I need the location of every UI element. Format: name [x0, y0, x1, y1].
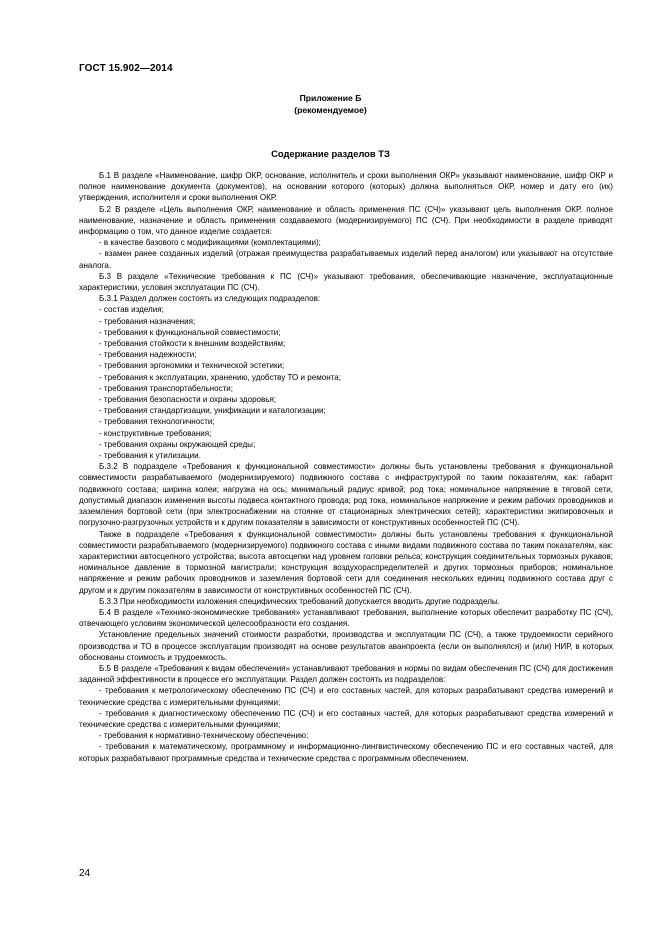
- list-item: - требования безопасности и охраны здоровья;: [99, 395, 277, 405]
- list-item: - требования надежности;: [99, 350, 197, 360]
- document-body: [79, 170, 613, 764]
- paragraph-b1: Б.1 В разделе «Наименование, шифр ОКР, основание, исполнитель и сроки выполнения ОКР» указывают наименование, шифр ОКР и полное наименование документа (документов), на основании которого (которых) должна выполняться ОКР, номер и дату его (их) утверждения, исполнителя и сроки выполнения ОКР.: [79, 171, 613, 203]
- paragraph-b3-2-also: Также в подразделе «Требования к функциональной совместимости» должны быть установлены требования к функциональной совместимости разрабатываемого (модернизируемого) подвижного состава с иными видами подвижного состава по таким показателям, как: характеристики автосцепного устройства; высота автосцепки над уровнем головки рельса; конструкция соединительных тормозных рукавов; номинальное давление в тормозной магистрали; конструкция воздухораспределителей и других тормозных приборов; номинальное напряжение и режим рабочих проводников и заземления бортовой сети для соединения нескольких единиц подвижного состава друг с другом и к другим показателям в зависимости от конструктивных особенностей ПС (СЧ).: [79, 529, 613, 595]
- list-item: - требования к нормативно-техническому обеспечению;: [99, 731, 309, 741]
- list-item: - требования эргономики и технической эстетики;: [99, 361, 285, 371]
- list-item: - в качестве базового с модификациями (комплектациями);: [99, 238, 321, 248]
- list-item: - требования к эксплуатации, хранению, удобству ТО и ремонта;: [99, 372, 341, 382]
- list-item: - взамен ранее созданных изделий (отражая преимущества разрабатываемых изделий перед аналогом) или указывают на отсутствие аналога.: [79, 249, 613, 270]
- list-item: - требования охраны окружающей среды;: [99, 439, 256, 449]
- list-item: - требования стандартизации, унификации и каталогизации;: [99, 406, 326, 416]
- paragraph-b3: Б.3 В разделе «Технические требования к ПС (СЧ)» указывают требования, обеспечивающие назначение, эксплуатационные характеристики, условия эксплуатации ПС (СЧ).: [79, 271, 613, 293]
- list-item: - требования стойкости к внешним воздействиям;: [99, 339, 286, 349]
- paragraph-b4: Б.4 В разделе «Технико-экономические требования» устанавливают требования, выполнение которых обеспечит разработку ПС (СЧ), отвечающего условиям экономической целесообразности его создания.: [79, 607, 613, 629]
- appendix-heading: [0, 93, 661, 116]
- list-item: - требования к математическому, программному и информационно-лингвистическому обеспечению ПС и его составных частей, для которых разрабатывают программные средства и технические средства с программным обеспечением.: [79, 742, 613, 763]
- list-item: - требования к утилизации.: [99, 451, 201, 461]
- document-header: ГОСТ 15.902—2014: [79, 63, 173, 74]
- paragraph-b3-2: Б.3.2 В подразделе «Требования к функциональной совместимости» должны быть установлены требования к функциональной совместимости разрабатываемого (модернизируемого) подвижного состава с инфраструктурой по таким показателям, как: габарит подвижного состава; ширина колеи; нагрузка на ось; минимальный радиус кривой; род тока; номинальное напряжение в тяговой сети, допустимый диапазон изменения высоты подвеса контактного провода; род тока, номинальное напряжение и режим рабочих проводников и заземления бортовой сети (при электроснабжении на стоянке от стационарных электрических сетей); характеристики экипировочных и погрузочно-разгрузочных устройств и к другим показателям в зависимости от конструктивных особенностей ПС (СЧ).: [79, 462, 613, 528]
- paragraph-b3-3: Б.3.3 При необходимости изложения специфических требований допускается вводить другие подразделы.: [99, 596, 500, 606]
- section-title: Содержание разделов ТЗ: [271, 148, 390, 159]
- list-item: - требования технологичности;: [99, 417, 215, 427]
- list-item: - требования к диагностическому обеспечению ПС (СЧ) и его составных частей, для которых разрабатывают средства измерений и технические средства с измерительными функциями;: [79, 708, 613, 729]
- page-number: 24: [79, 868, 91, 879]
- list-item: - конструктивные требования;: [99, 428, 212, 438]
- list-item: - требования к метрологическому обеспечению ПС (СЧ) и его составных частей, для которых разрабатывают средства измерений и технические средства с измерительными функциями;: [79, 686, 613, 707]
- list-item: - требования транспортабельности;: [99, 383, 234, 393]
- paragraph-b5: Б.5 В разделе «Требования к видам обеспечения» устанавливают требования и нормы по видам обеспечения ПС (СЧ) для достижения заданной эффективности в процессе его эксплуатации. Раздел должен состоять из подразделов:: [79, 663, 613, 685]
- list-item: - требования назначения;: [99, 316, 196, 326]
- paragraph-b4-2: Установление предельных значений стоимости разработки, производства и эксплуатации ПС (СЧ), а также трудоемкости серийного производства и ТО в процессе эксплуатации производят на основе результатов аванпроекта (если он выполнялся) и (или) НИР, в которых обоснованы стоимость и трудоемкость.: [79, 630, 613, 662]
- list-item: - состав изделия;: [99, 305, 164, 315]
- appendix-subtitle: (рекомендуемое): [294, 104, 367, 115]
- paragraph-b2: Б.2 В разделе «Цель выполнения ОКР, наименование и область применения ПС (СЧ)» указывают цель выполнения ОКР, полное наименование, назначение и область применения создаваемого (модернизируемого) ПС (СЧ). При необходимости в разделе приводят информацию о том, что данное изделие создается:: [79, 204, 613, 237]
- appendix-title: Приложение Б: [299, 93, 362, 103]
- list-item: - требования к функциональной совместимости;: [99, 327, 281, 337]
- paragraph-b3-1: Б.3.1 Раздел должен состоять из следующих подразделов:: [99, 294, 321, 304]
